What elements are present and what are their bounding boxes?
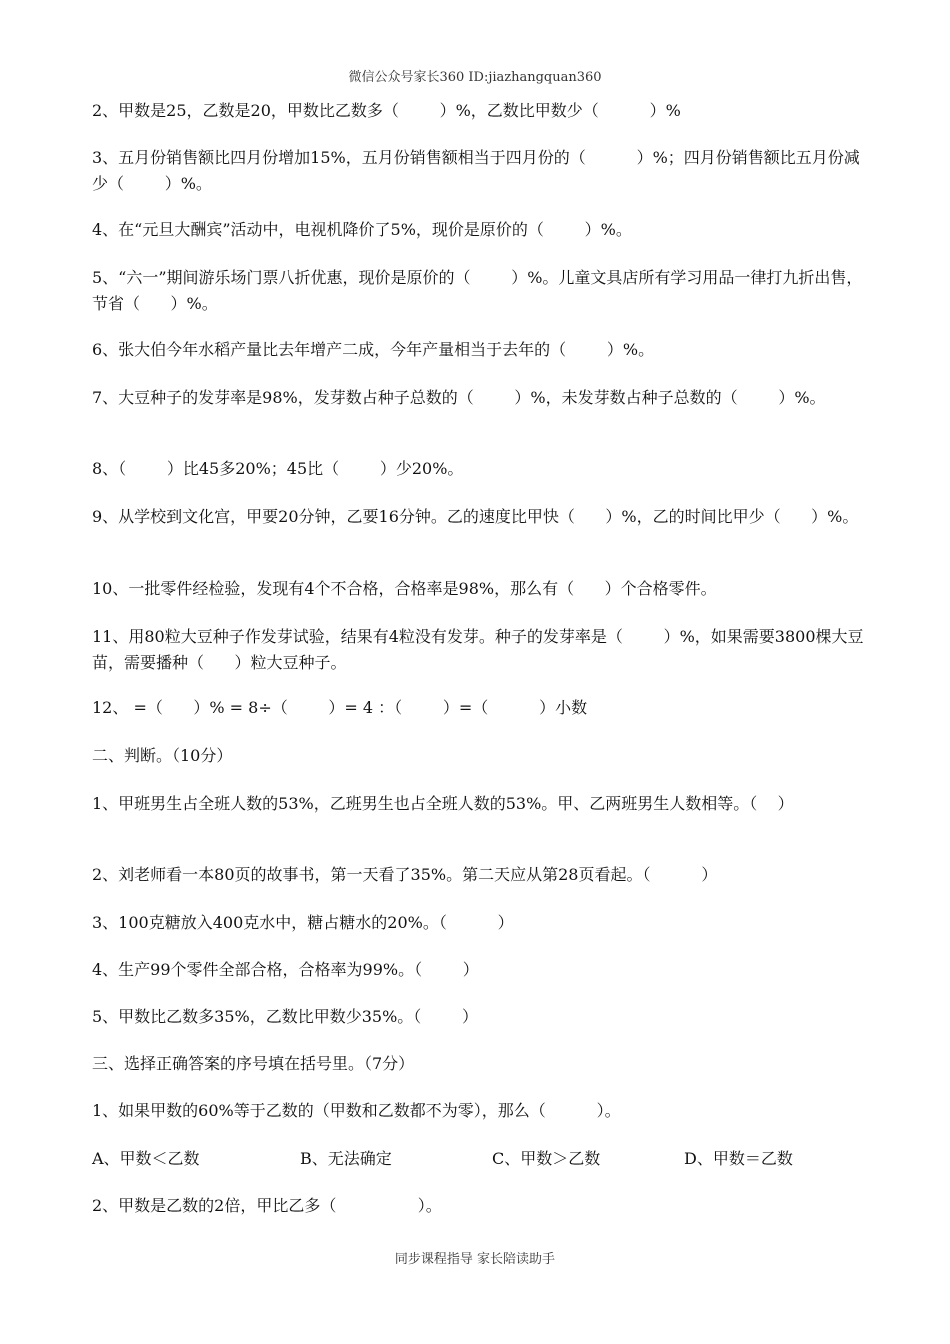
option-d: D、甲数＝乙数 xyxy=(684,1149,793,1168)
question-fill-11: 11、用80粒大豆种子作发芽试验，结果有4粒没有发芽。种子的发芽率是（ ）%，如果需要3800棵大豆苗，需要播种（ ）粒大豆种子。 xyxy=(92,627,864,672)
question-fill-8: 8、（ ）比45多20%；45比（ ）少20%。 xyxy=(92,459,464,478)
question-choice-2: 2、甲数是乙数的2倍，甲比乙多（ ）。 xyxy=(92,1196,442,1215)
question-fill-12: 12、 =（ ）% = 8÷（ ）= 4 ：（ ）=（ ）小数 xyxy=(92,698,588,717)
page-header: 微信公众号家长360 ID:jiazhangquan360 xyxy=(348,70,602,85)
question-judge-4: 4、生产99个零件全部合格，合格率为99%。（ ） xyxy=(92,960,479,979)
question-fill-5: 5、“六一”期间游乐场门票八折优惠，现价是原价的（ ）%。儿童文具店所有学习用品一律打九折出售，节省（ ）%。 xyxy=(92,268,863,313)
question-fill-10: 10、一批零件经检验，发现有4个不合格，合格率是98%，那么有（ ）个合格零件。 xyxy=(92,579,717,598)
question-fill-3: 3、五月份销售额比四月份增加15%，五月份销售额相当于四月份的（ ）%；四月份销售额比五月份减少（ ）%。 xyxy=(92,148,860,193)
section-heading-choice: 三、选择正确答案的序号填在括号里。（7分） xyxy=(92,1054,415,1073)
option-b: B、无法确定 xyxy=(300,1149,392,1168)
question-fill-2: 2、甲数是25，乙数是20，甲数比乙数多（ ）%，乙数比甲数少（ ）% xyxy=(92,101,681,120)
page-footer: 同步课程指导 家长陪读助手 xyxy=(394,1252,556,1267)
question-judge-5: 5、甲数比乙数多35%，乙数比甲数少35%。（ ） xyxy=(92,1007,478,1026)
question-judge-3: 3、100克糖放入400克水中，糖占糖水的20%。（ ） xyxy=(92,913,514,932)
section-heading-judge: 二、判断。（10分） xyxy=(92,746,233,765)
option-c: C、甲数＞乙数 xyxy=(492,1149,601,1168)
question-fill-9: 9、从学校到文化宫，甲要20分钟，乙要16分钟。乙的速度比甲快（ ）%，乙的时间比甲少（ ）%。 xyxy=(92,507,859,526)
question-fill-6: 6、张大伯今年水稻产量比去年增产二成，今年产量相当于去年的（ ）%。 xyxy=(92,340,655,359)
question-judge-1: 1、甲班男生占全班人数的53%，乙班男生也占全班人数的53%。甲、乙两班男生人数相等。（ ） xyxy=(92,794,794,813)
question-judge-2: 2、刘老师看一本80页的故事书，第一天看了35%。第二天应从第28页看起。（ ） xyxy=(92,865,718,884)
question-fill-7: 7、大豆种子的发芽率是98%，发芽数占种子总数的（ ）%，未发芽数占种子总数的（ ）%。 xyxy=(92,388,826,407)
option-a: A、甲数＜乙数 xyxy=(92,1149,200,1168)
question-fill-4: 4、在“元旦大酬宾”活动中，电视机降价了5%，现价是原价的（ ）%。 xyxy=(92,220,632,239)
question-choice-1: 1、如果甲数的60%等于乙数的（甲数和乙数都不为零），那么（ ）。 xyxy=(92,1101,621,1120)
